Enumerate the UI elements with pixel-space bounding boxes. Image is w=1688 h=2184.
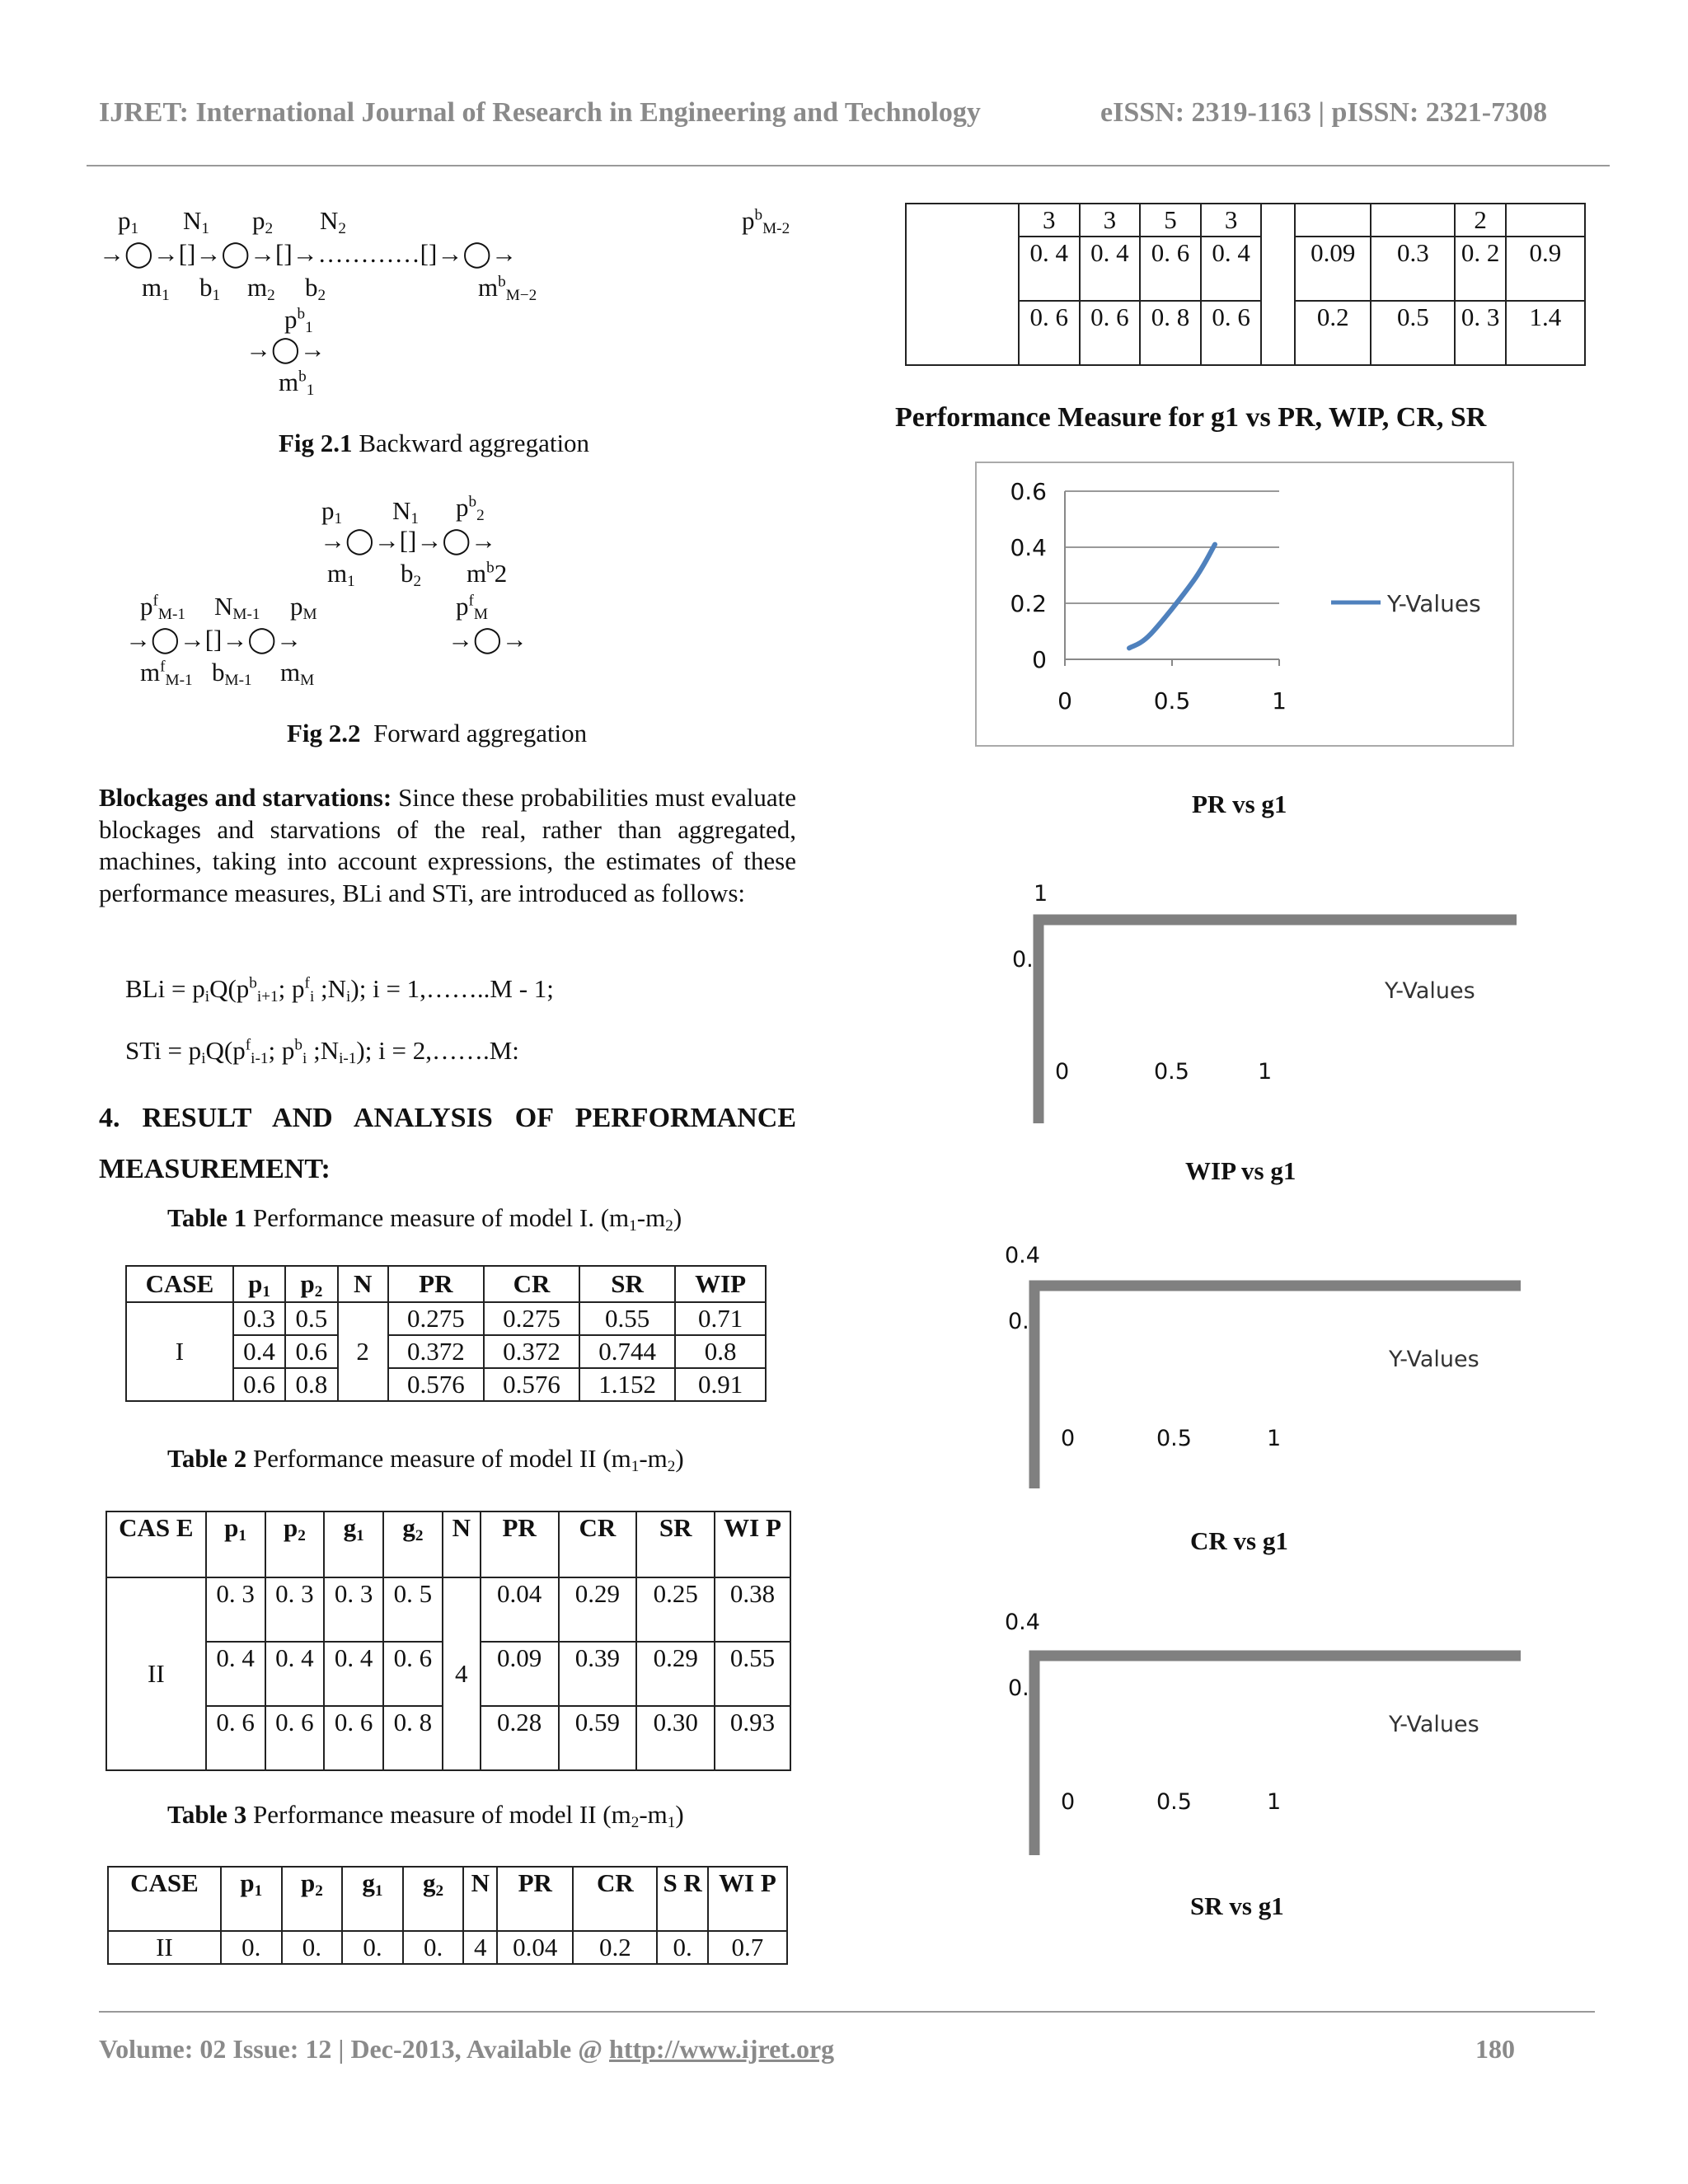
chart-wip: [1006, 869, 1533, 1127]
table1-case: I: [126, 1302, 233, 1401]
y-tick-label: 0.2: [1010, 590, 1047, 617]
table3-header: PR: [497, 1867, 573, 1931]
table1-header: PR: [388, 1266, 484, 1302]
legend-label: Y-Values: [1389, 1712, 1479, 1737]
chart-pr-svg: [977, 463, 1512, 745]
table2-caption: Table 2 Performance measure of model II $(m_1-m_2)$: [167, 1444, 684, 1475]
chart-frame: [1034, 1656, 1521, 1855]
table2-header: WI P: [715, 1511, 790, 1577]
table3-header: CR: [573, 1867, 657, 1931]
legend-label: Y-Values: [1389, 1347, 1479, 1372]
y-tick-label: 0: [1032, 646, 1047, 673]
table3-header: $p_1$: [221, 1867, 282, 1931]
x-tick-label: 1: [1272, 687, 1287, 715]
blockages-paragraph: Blockages and starvations: Since these probabilities must evaluate blockages and starvations of the real, rather than aggregated, machines, taking into account expressions, the estimates of these performance measures, BLi and STi, are introduced as follows:: [99, 783, 797, 907]
table2-header: $p_2$: [265, 1511, 325, 1577]
table-row: II 0. 3 0. 3 0. 3 0. 5 4 0.04 0.29 0.25 0.38: [106, 1577, 790, 1642]
y-tick-label: 0.: [1008, 1309, 1029, 1334]
equation-sti: STi = $p_iQ(p^f_{i-1}$; $p^b_i$ $;N_{i-1}$); i = 2,…….M:: [125, 1036, 519, 1067]
caption-wip: WIP vs g1: [1185, 1156, 1296, 1185]
table1-header: SR: [579, 1266, 675, 1302]
table1-n: 2: [338, 1302, 388, 1401]
footer-link[interactable]: http://www.ijret.org: [609, 2034, 835, 2064]
table3-header: S R: [657, 1867, 707, 1931]
performance-title: Performance Measure for g1 vs PR, WIP, CR, SR: [895, 402, 1487, 433]
x-tick-label: 0: [1055, 1059, 1070, 1085]
x-tick-label: 0.5: [1153, 687, 1191, 715]
table1: [125, 1265, 767, 1402]
table3-header: CASE: [108, 1867, 221, 1931]
chart-pr: [975, 462, 1514, 747]
table1-header: N: [338, 1266, 388, 1302]
caption-pr: PR vs g1: [1192, 790, 1287, 818]
caption-sr: SR vs g1: [1190, 1891, 1284, 1920]
table2-header: $g_1$: [324, 1511, 383, 1577]
x-tick-label: 1: [1258, 1059, 1273, 1085]
table2-header: CR: [559, 1511, 637, 1577]
x-tick-label: 0.5: [1156, 1426, 1192, 1451]
caption-cr: CR vs g1: [1190, 1526, 1288, 1555]
table1-header: CASE: [126, 1266, 233, 1302]
table2: [106, 1511, 791, 1771]
footer-rule: [99, 2011, 1595, 2013]
x-tick-label: 0.5: [1154, 1059, 1189, 1085]
x-tick-label: 0: [1061, 1789, 1076, 1815]
table-row: 0.4 0.6 0.372 0.372 0.744 0.8: [126, 1335, 766, 1368]
x-tick-label: 0: [1061, 1426, 1076, 1451]
table3-header: WI P: [708, 1867, 787, 1931]
table1-header: CR: [484, 1266, 579, 1302]
table2-n: 4: [443, 1577, 481, 1770]
y-tick-label: 0.: [1012, 947, 1034, 972]
table-row: 0. 4 0. 4 0. 4 0. 6 0.09 0.39 0.29 0.55: [106, 1642, 790, 1706]
table3-header: N: [463, 1867, 497, 1931]
table2-header: CAS E: [106, 1511, 206, 1577]
table3-header: $g_1$: [342, 1867, 403, 1931]
table2-header: $p_1$: [206, 1511, 265, 1577]
table1-header: $p_2$: [285, 1266, 337, 1302]
y-tick-label: 0.4: [1010, 534, 1047, 561]
table-row: 0. 4 0. 4 0. 6 0. 4 0.09 0.3 0. 2 0.9: [906, 237, 1585, 301]
chart-sr: [1001, 1603, 1533, 1858]
table-row: 0. 6 0. 6 0. 8 0. 6 0.2 0.5 0. 3 1.4: [906, 301, 1585, 365]
section-heading-2: MEASUREMENT:: [99, 1154, 331, 1184]
table1-caption: Table 1 Performance measure of model I. $(m_1-m_2)$: [167, 1203, 682, 1235]
table-row: 3 3 5 3 2: [906, 204, 1585, 237]
page-number: 180: [1475, 2034, 1515, 2064]
table-row: 0.6 0.8 0.576 0.576 1.152 0.91: [126, 1368, 766, 1401]
table3-caption: Table 3 Performance measure of model II $(m_2-m_1)$: [167, 1800, 684, 1831]
y-tick-label: 0.6: [1010, 478, 1047, 505]
fig21-caption: Fig 2.1 Backward aggregation: [279, 429, 590, 457]
table-row: I 0.3 0.5 2 0.275 0.275 0.55 0.71: [126, 1302, 766, 1335]
header-rule: [87, 165, 1610, 166]
x-tick-label: 1: [1267, 1789, 1282, 1815]
y-tick-label: 0.: [1008, 1675, 1029, 1701]
y-tick-label: 1: [1034, 881, 1048, 907]
table1-header: $p_1$: [233, 1266, 285, 1302]
table1-header: WIP: [675, 1266, 766, 1302]
table-row: 0. 6 0. 6 0. 6 0. 8 0.28 0.59 0.30 0.93: [106, 1706, 790, 1770]
chart-cr: [1001, 1236, 1533, 1492]
fig22-caption: Fig 2.2 Forward aggregation: [287, 719, 588, 748]
chart-frame: [1039, 920, 1517, 1123]
chart-frame: [1034, 1286, 1521, 1488]
x-tick-label: 0: [1057, 687, 1072, 715]
table2-header: N: [443, 1511, 481, 1577]
y-tick-label: 0.4: [1005, 1610, 1040, 1635]
table-row: II 0. 0. 0. 0. 4 0.04 0.2 0. 0.7: [108, 1931, 787, 1964]
legend-label: Y-Values: [1387, 590, 1481, 617]
table2-case: II: [106, 1577, 206, 1770]
table3-header: $p_2$: [282, 1867, 343, 1931]
table3-continued: [905, 203, 1586, 366]
table2-header: SR: [636, 1511, 715, 1577]
table2-header: PR: [481, 1511, 559, 1577]
series-line: [1129, 545, 1215, 649]
y-tick-label: 0.4: [1005, 1243, 1040, 1268]
x-tick-label: 1: [1267, 1426, 1282, 1451]
table3-header: $g_2$: [403, 1867, 464, 1931]
journal-title: IJRET: International Journal of Research in Engineering and Technology: [99, 97, 981, 128]
equation-bli: BLi = $p_iQ(p^b_{i+1}$; $p^f_i$ $;N_i$); i = 1,……..M - 1;: [125, 974, 554, 1005]
section-heading: 4. RESULT AND ANALYSIS OF PERFORMANCE: [99, 1103, 796, 1133]
journal-issn: eISSN: 2319-1163 | pISSN: 2321-7308: [1100, 97, 1548, 128]
table2-header: $g_2$: [383, 1511, 443, 1577]
footer-text: Volume: 02 Issue: 12 | Dec-2013, Available @ http://www.ijret.org: [99, 2034, 835, 2064]
table3: [107, 1866, 788, 1965]
legend-label: Y-Values: [1385, 978, 1475, 1004]
x-tick-label: 0.5: [1156, 1789, 1192, 1815]
